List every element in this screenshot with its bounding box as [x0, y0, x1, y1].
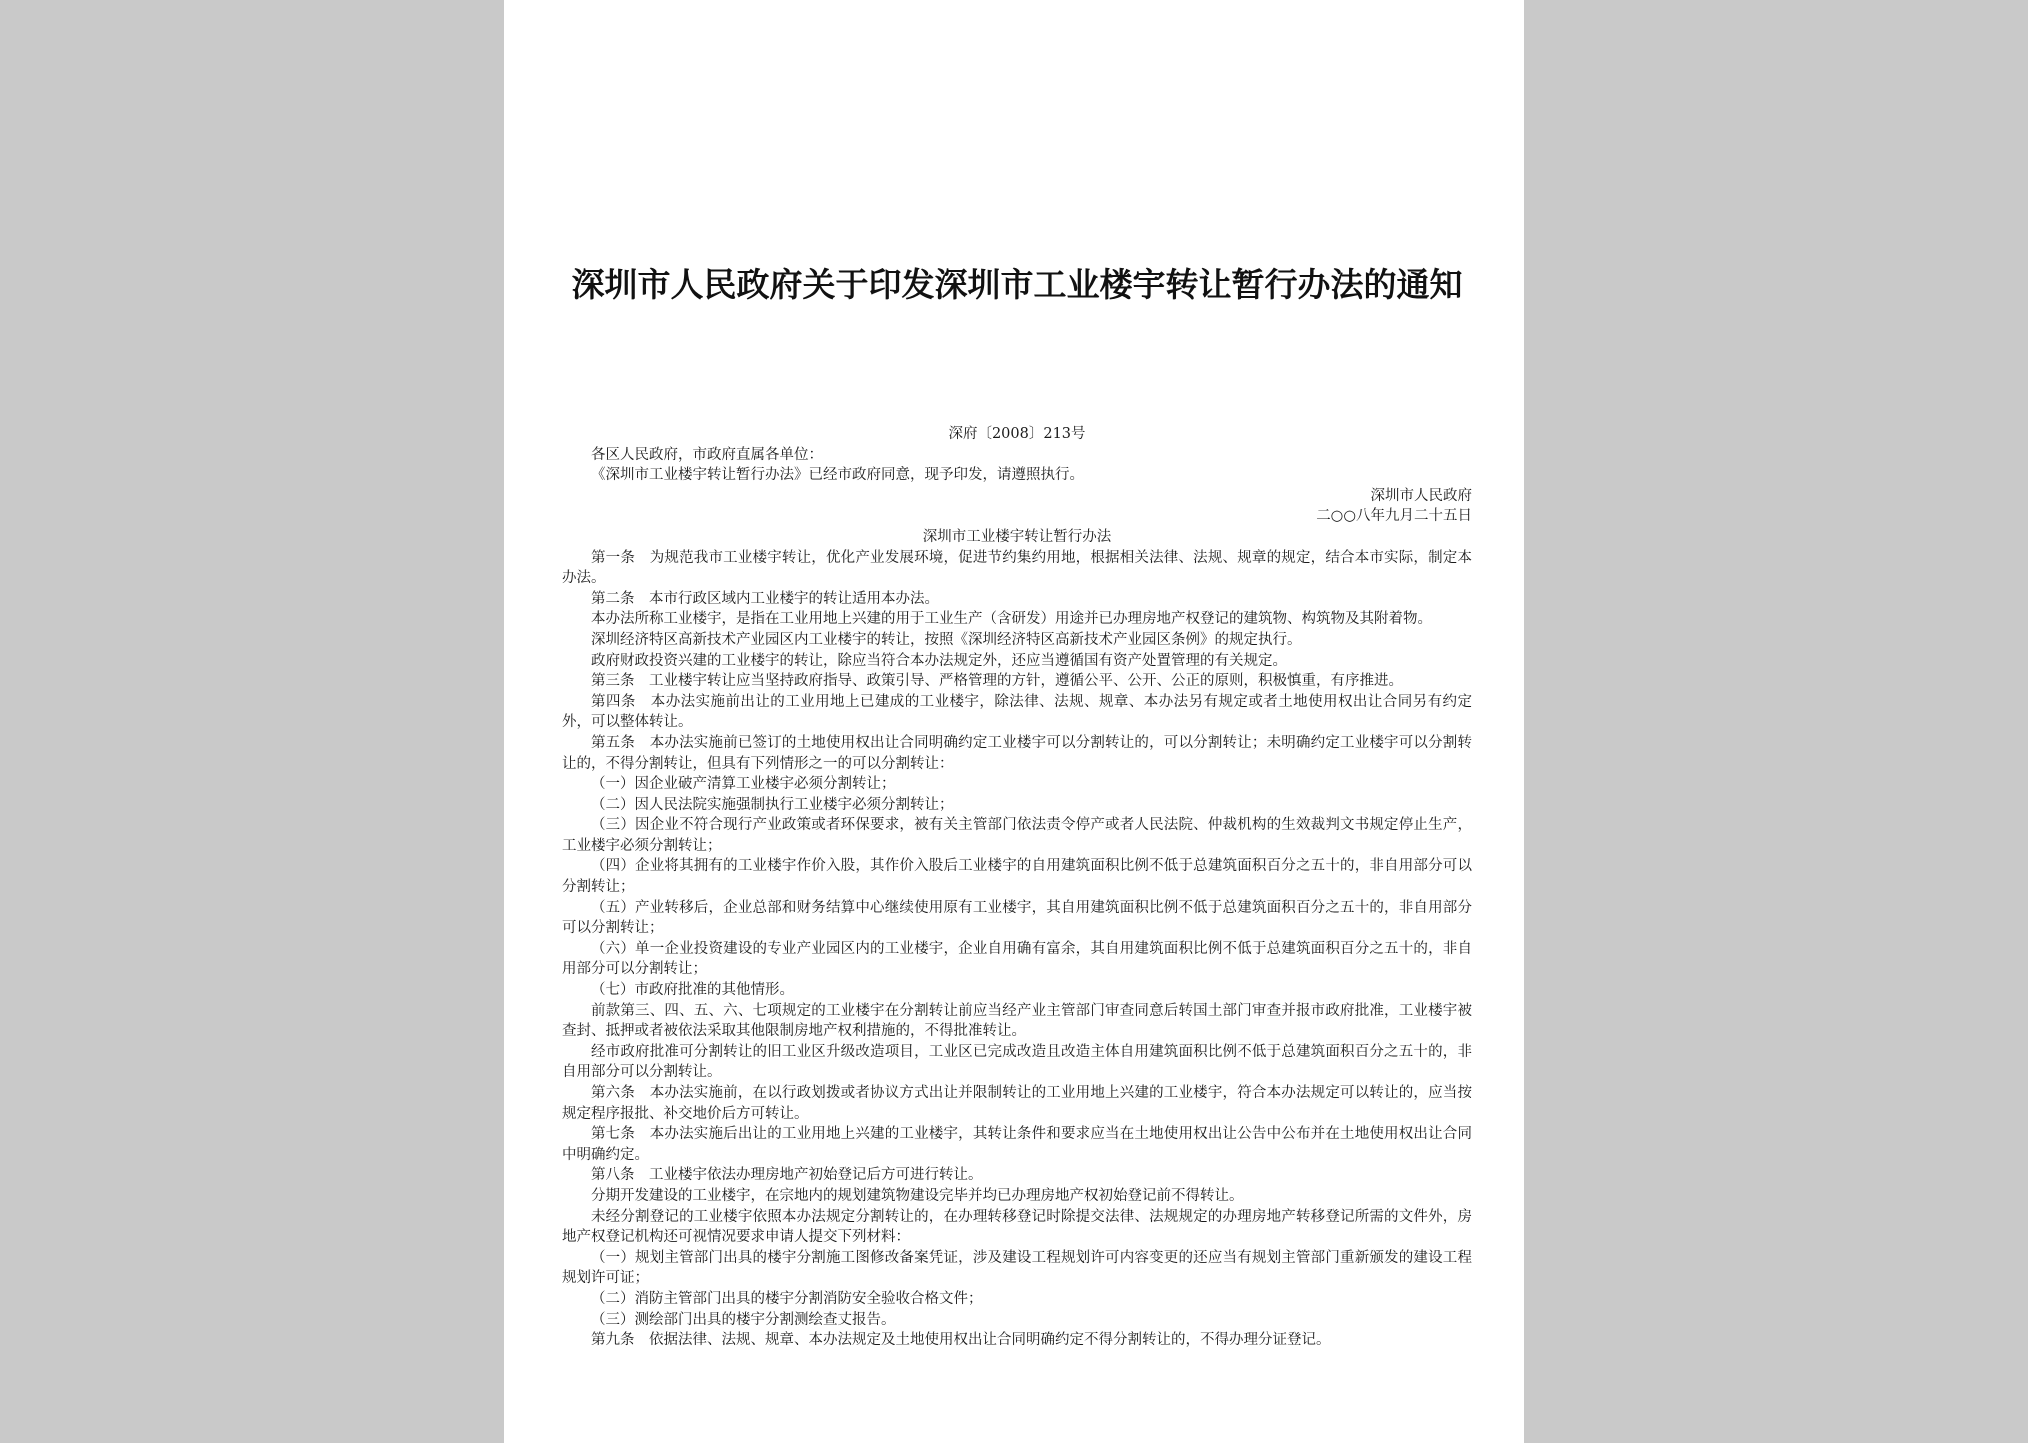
paragraph: 经市政府批准可分割转让的旧工业区升级改造项目，工业区已完成改造且改造主体自用建筑面积比例不低于总建筑面积百分之五十的，非自用部分可以分割转让。 — [562, 1043, 1472, 1081]
paragraph: 第五条 本办法实施前已签订的土地使用权出让合同明确约定工业楼宇可以分割转让的，可以分割转让；未明确约定工业楼宇可以分割转让的，不得分割转让，但具有下列情形之一的可以分割转让： — [562, 734, 1472, 772]
document-page — [504, 0, 1524, 1443]
paragraph: （六）单一企业投资建设的专业产业园区内的工业楼宇，企业自用确有富余，其自用建筑面积比例不低于总建筑面积百分之五十的，非自用部分可以分割转让； — [562, 940, 1472, 978]
paragraph: （三）因企业不符合现行产业政策或者环保要求，被有关主管部门依法责令停产或者人民法院、仲裁机构的生效裁判文书规定停止生产，工业楼宇必须分割转让； — [562, 817, 1472, 854]
paragraph: （七）市政府批准的其他情形。 — [591, 982, 794, 999]
paragraph: 第四条 本办法实施前出让的工业用地上已建成的工业楼宇，除法律、法规、规章、本办法另有规定或者土地使用权出让合同另有约定外，可以整体转让。 — [562, 693, 1472, 731]
paragraph: 分期开发建设的工业楼宇，在宗地内的规划建筑物建设完毕并均已办理房地产权初始登记前不得转让。 — [591, 1187, 1244, 1204]
paragraph: 第二条 本市行政区域内工业楼宇的转让适用本办法。 — [591, 590, 939, 607]
paragraph: 第一条 为规范我市工业楼宇转让，优化产业发展环境，促进节约集约用地，根据相关法律、法规、规章的规定，结合本市实际，制定本办法。 — [562, 549, 1472, 587]
paragraph: （二）因人民法院实施强制执行工业楼宇必须分割转让； — [591, 796, 954, 813]
measures-title: 深圳市工业楼宇转让暂行办法 — [922, 528, 1112, 545]
paragraph: 未经分割登记的工业楼宇依照本办法规定分割转让的，在办理转移登记时除提交法律、法规规定的办理房地产转移登记所需的文件外，房地产权登记机构还可视情况要求申请人提交下列材料： — [562, 1208, 1472, 1246]
doc-number: 深府〔2008〕213号 — [948, 426, 1086, 442]
paragraph: 前款第三、四、五、六、七项规定的工业楼宇在分割转让前应当经产业主管部门审查同意后转国土部门审查并报市政府批准，工业楼宇被查封、抵押或者被依法采取其他限制房地产权利措施的，不得批准转让。 — [562, 1002, 1472, 1040]
paragraph: 深圳经济特区高新技术产业园区内工业楼宇的转让，按照《深圳经济特区高新技术产业园区条例》的规定执行。 — [591, 631, 1302, 648]
paragraph: （二）消防主管部门出具的楼宇分割消防安全验收合格文件； — [591, 1290, 983, 1307]
document-body — [562, 424, 1472, 1351]
paragraph: （一）因企业破产清算工业楼宇必须分割转让； — [591, 776, 896, 793]
issue-date: 二○○八年九月二十五日 — [1316, 508, 1472, 525]
paragraph: 第六条 本办法实施前，在以行政划拨或者协议方式出让并限制转让的工业用地上兴建的工业楼宇，符合本办法规定可以转让的，应当按规定程序报批、补交地价后方可转让。 — [562, 1085, 1472, 1122]
intro-paragraph: 《深圳市工业楼宇转让暂行办法》已经市政府同意，现予印发，请遵照执行。 — [591, 467, 1084, 484]
salutation: 各区人民政府，市政府直属各单位： — [591, 446, 823, 463]
paragraph: 第八条 工业楼宇依法办理房地产初始登记后方可进行转让。 — [591, 1167, 983, 1184]
document-title: 深圳市人民政府关于印发深圳市工业楼宇转让暂行办法的通知 — [571, 265, 1463, 304]
issuer: 深圳市人民政府 — [1370, 487, 1472, 504]
paragraph: 政府财政投资兴建的工业楼宇的转让，除应当符合本办法规定外，还应当遵循国有资产处置管理的有关规定。 — [591, 652, 1287, 669]
paragraph: （五）产业转移后，企业总部和财务结算中心继续使用原有工业楼宇，其自用建筑面积比例不低于总建筑面积百分之五十的，非自用部分可以分割转让； — [562, 899, 1472, 937]
paragraph: 第七条 本办法实施后出让的工业用地上兴建的工业楼宇，其转让条件和要求应当在土地使用权出让公告中公布并在土地使用权出让合同中明确约定。 — [562, 1126, 1472, 1163]
paragraph: 第九条 依据法律、法规、规章、本办法规定及土地使用权出让合同明确约定不得分割转让的，不得办理分证登记。 — [591, 1332, 1331, 1349]
paragraph: 第三条 工业楼宇转让应当坚持政府指导、政策引导、严格管理的方针，遵循公平、公开、公正的原则，积极慎重，有序推进。 — [591, 673, 1403, 690]
paragraph: （一）规划主管部门出具的楼宇分割施工图修改备案凭证，涉及建设工程规划许可内容变更的还应当有规划主管部门重新颁发的建设工程规划许可证； — [562, 1249, 1472, 1287]
paragraph: （四）企业将其拥有的工业楼宇作价入股，其作价入股后工业楼宇的自用建筑面积比例不低于总建筑面积百分之五十的，非自用部分可以分割转让； — [562, 858, 1472, 896]
paragraph: （三）测绘部门出具的楼宇分割测绘查丈报告。 — [591, 1311, 896, 1328]
paragraph: 本办法所称工业楼宇，是指在工业用地上兴建的用于工业生产（含研发）用途并已办理房地产权登记的建筑物、构筑物及其附着物。 — [591, 611, 1432, 628]
